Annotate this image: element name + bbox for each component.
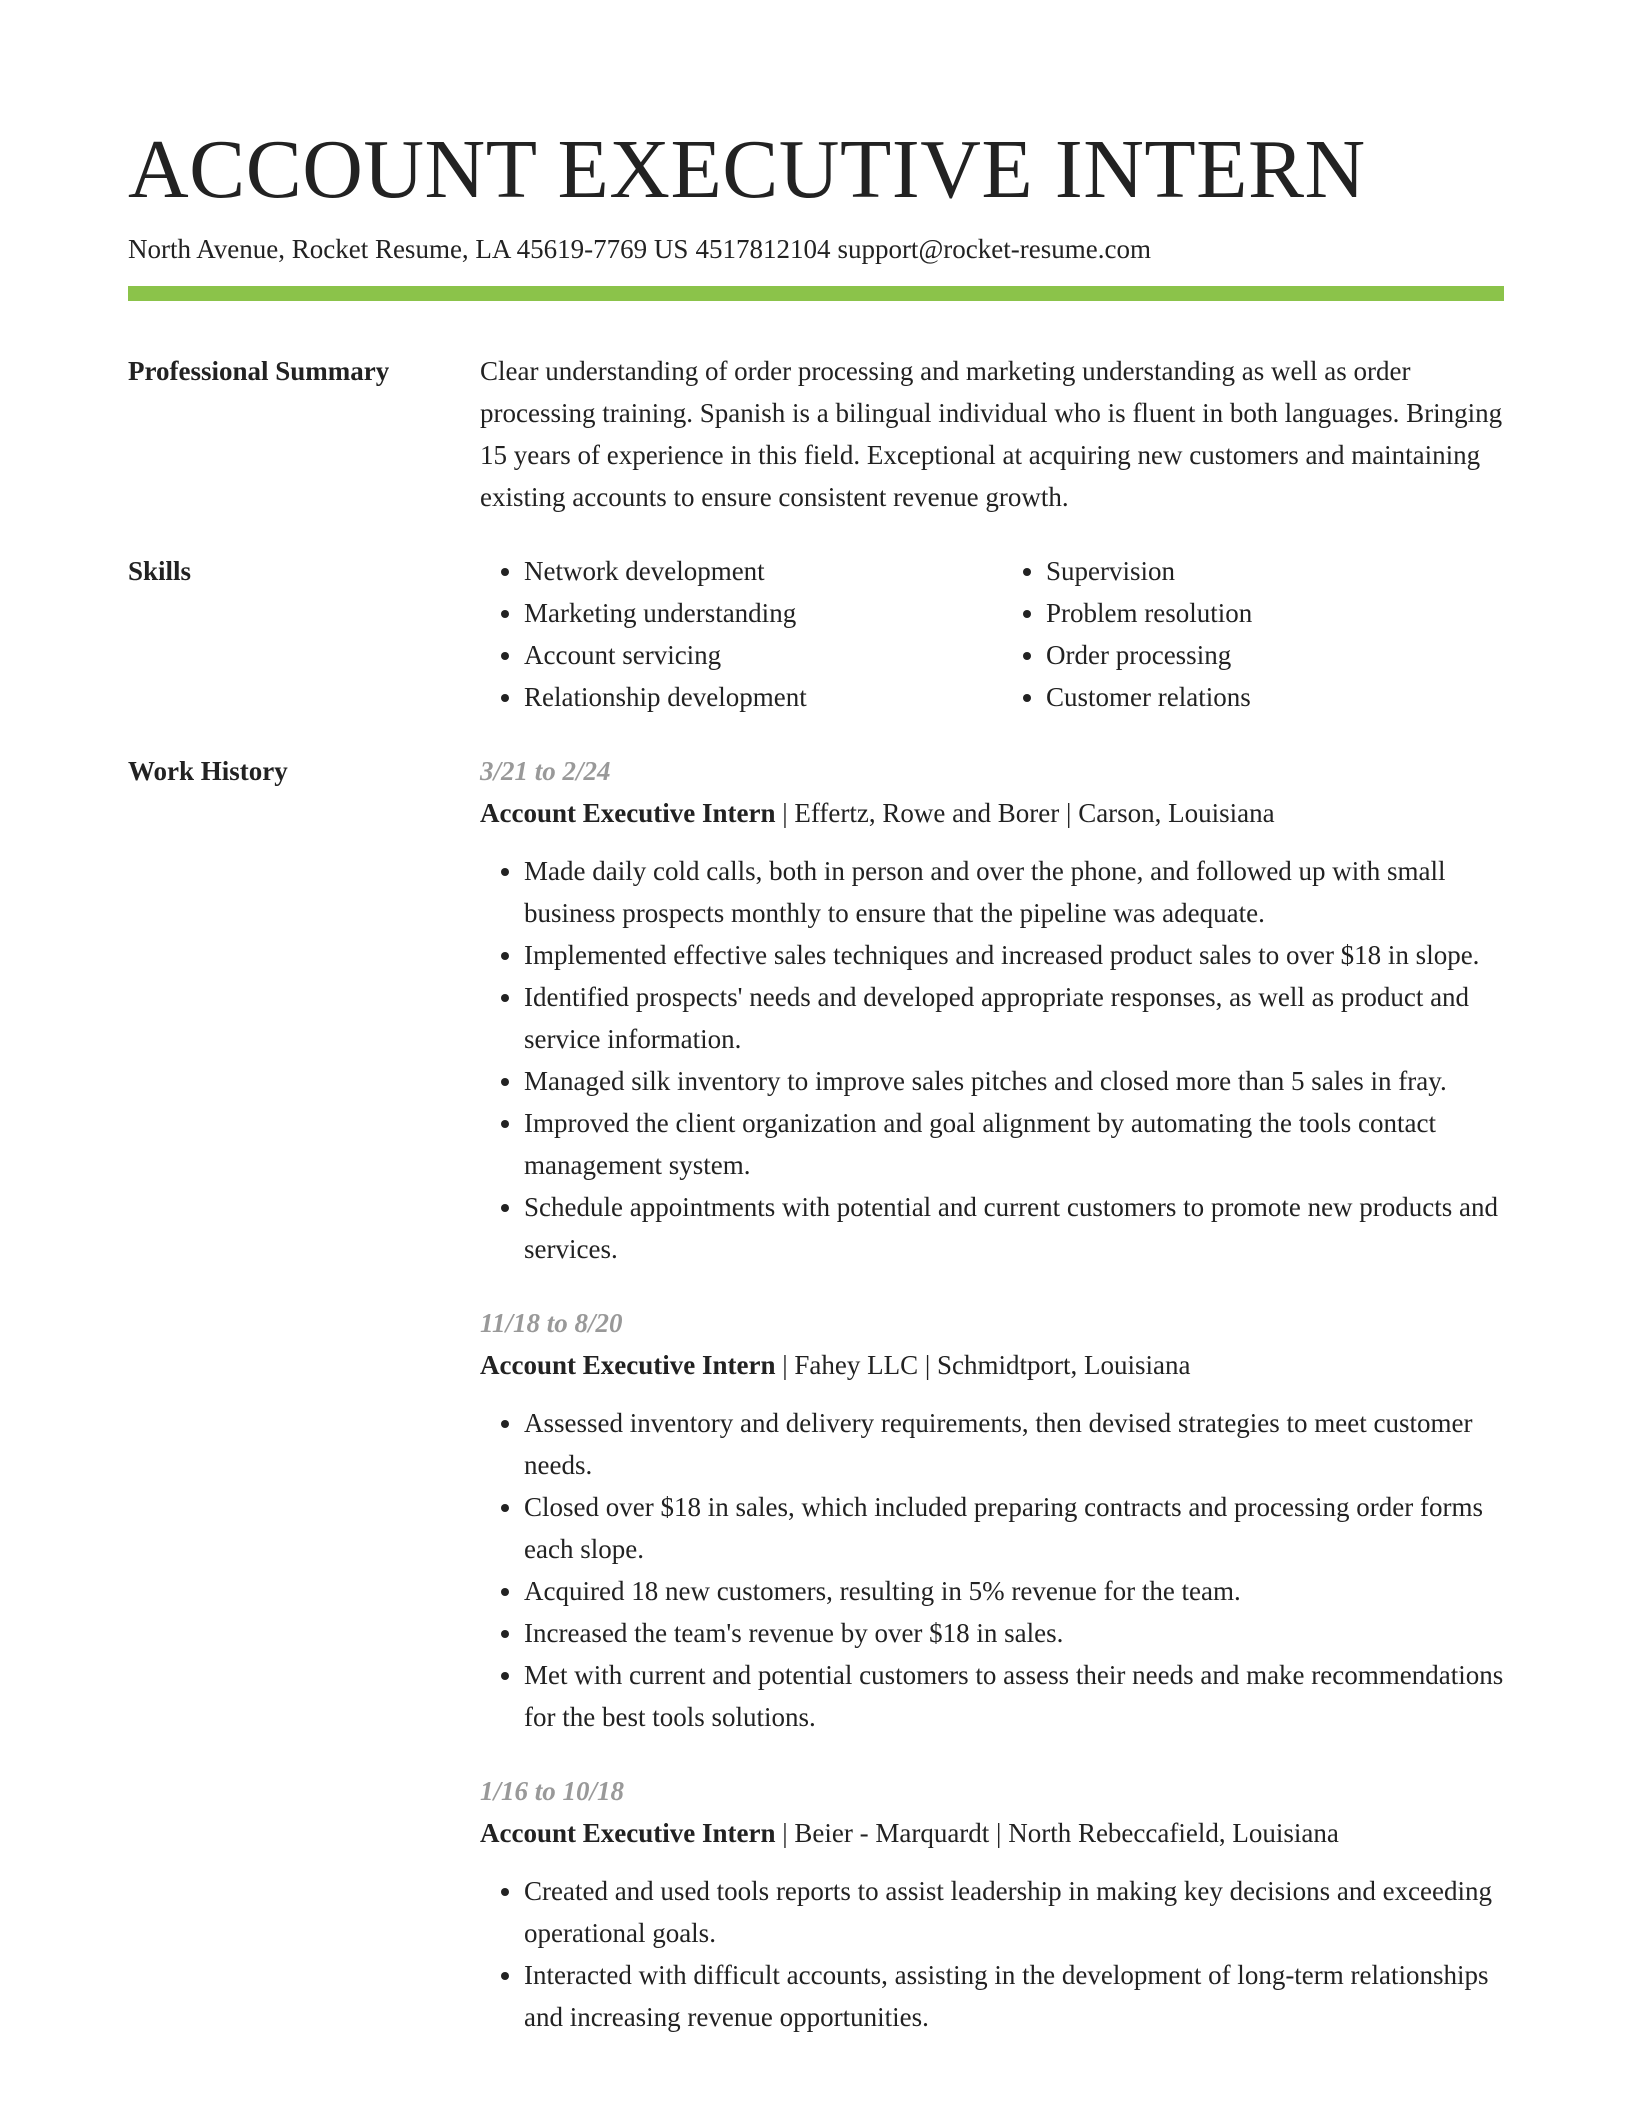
job-separator: | — [782, 798, 788, 828]
job-separator: | — [996, 1818, 1002, 1848]
skill-item: • Order processing — [1046, 634, 1504, 676]
contact-line — [128, 232, 1151, 266]
resume-name-heading: ACCOUNT EXECUTIVE INTERN — [128, 123, 1366, 216]
job-bullet: • Identified prospects' needs and developed appropriate responses, as well as product and service information. — [524, 976, 1504, 1060]
accent-divider — [128, 286, 1504, 301]
skill-item: • Relationship development — [524, 676, 982, 718]
job-company: Beier - Marquardt — [794, 1818, 990, 1848]
job-bullet: • Improved the client organization and goal alignment by automating the tools contact management system. — [524, 1102, 1504, 1186]
job-separator: | — [782, 1350, 788, 1380]
job-bullet: • Created and used tools reports to assist leadership in making key decisions and exceeding operational goals. — [524, 1870, 1504, 1954]
job-entry — [480, 1770, 1504, 2038]
job-bullets — [480, 1402, 1504, 1738]
skills-list-left — [480, 550, 982, 718]
job-title: Account Executive Intern — [480, 1818, 776, 1848]
job-bullet: • Implemented effective sales techniques and increased product sales to over $18 in slope. — [524, 934, 1504, 976]
summary-text: Clear understanding of order processing and marketing understanding as well as order processing training. Spanish is a bilingual individual who is fluent in both languages. Bringing 15 years of experience in this field. Exceptional at acquiring new customers and maintaining existing accounts to ensure consistent revenue growth. — [480, 356, 1503, 512]
skill-item: • Marketing understanding — [524, 592, 982, 634]
job-title: Account Executive Intern — [480, 798, 776, 828]
job-bullet: • Acquired 18 new customers, resulting in 5% revenue for the team. — [524, 1570, 1504, 1612]
job-bullet: • Closed over $18 in sales, which included preparing contracts and processing order forms each slope. — [524, 1486, 1504, 1570]
job-title: Account Executive Intern — [480, 1350, 776, 1380]
skill-item: • Customer relations — [1046, 676, 1504, 718]
work-history-title: Work History — [128, 756, 288, 786]
job-location: Schmidtport, Louisiana — [937, 1350, 1191, 1380]
skills-grid — [480, 550, 1504, 718]
skill-item: • Network development — [524, 550, 982, 592]
job-bullet: • Managed silk inventory to improve sales pitches and closed more than 5 sales in fray. — [524, 1060, 1504, 1102]
contact-email: support@rocket-resume.com — [837, 234, 1151, 264]
job-location: North Rebeccafield, Louisiana — [1008, 1818, 1339, 1848]
job-entry — [480, 1302, 1504, 1738]
skill-item: • Problem resolution — [1046, 592, 1504, 634]
job-bullet: • Schedule appointments with potential and current customers to promote new products and services. — [524, 1186, 1504, 1270]
job-dates: 11/18 to 8/20 — [480, 1308, 623, 1338]
summary-body — [480, 350, 1504, 518]
job-separator: | — [782, 1818, 788, 1848]
job-company: Effertz, Rowe and Borer — [794, 798, 1060, 828]
job-separator: | — [924, 1350, 931, 1380]
work-history-body — [480, 750, 1504, 2070]
summary-title: Professional Summary — [128, 356, 390, 386]
job-heading — [480, 1812, 1504, 1854]
job-bullet: • Increased the team's revenue by over $18 in sales. — [524, 1612, 1504, 1654]
skills-list-right — [1002, 550, 1504, 718]
job-bullet: • Interacted with difficult accounts, assisting in the development of long-term relationships and increasing revenue opportunities. — [524, 1954, 1504, 2038]
job-dates: 3/21 to 2/24 — [480, 756, 611, 786]
job-bullet: • Assessed inventory and delivery requirements, then devised strategies to meet customer needs. — [524, 1402, 1504, 1486]
contact-phone: 4517812104 — [695, 234, 831, 264]
job-location: Carson, Louisiana — [1078, 798, 1275, 828]
job-heading — [480, 1344, 1504, 1386]
job-heading — [480, 792, 1504, 834]
job-bullets — [480, 850, 1504, 1270]
job-bullet: • Met with current and potential customers to assess their needs and make recommendations for the best tools solutions. — [524, 1654, 1504, 1738]
skills-title: Skills — [128, 556, 192, 586]
job-company: Fahey LLC — [794, 1350, 919, 1380]
job-dates: 1/16 to 10/18 — [480, 1776, 625, 1806]
contact-address: North Avenue, Rocket Resume, LA 45619-7769 US — [128, 234, 689, 264]
job-bullets — [480, 1870, 1504, 2038]
job-entry — [480, 750, 1504, 1270]
job-separator: | — [1066, 798, 1072, 828]
skill-item: • Account servicing — [524, 634, 982, 676]
job-bullet: • Made daily cold calls, both in person and over the phone, and followed up with small business prospects monthly to ensure that the pipeline was adequate. — [524, 850, 1504, 934]
skill-item: • Supervision — [1046, 550, 1504, 592]
